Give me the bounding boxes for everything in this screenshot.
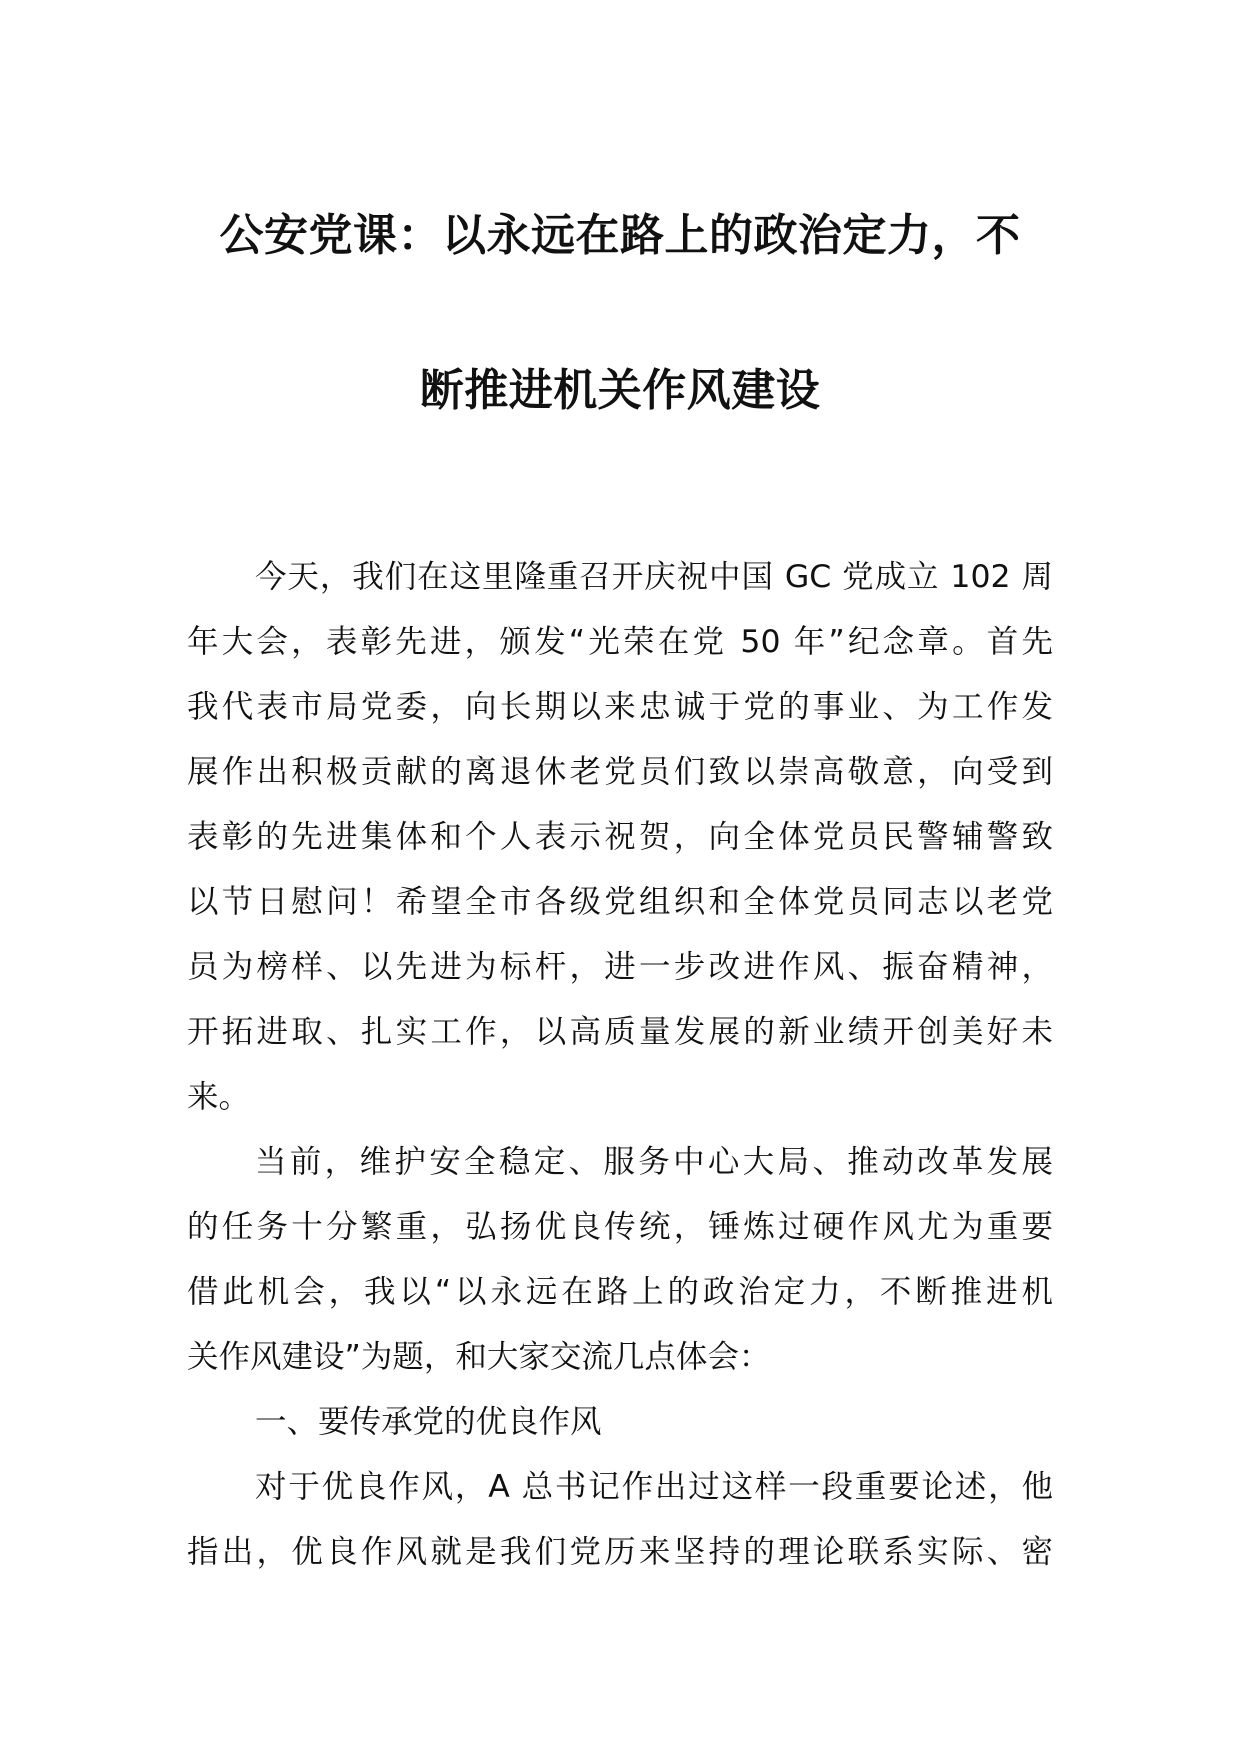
title-line-2: 断推进机关作风建设 [419,365,821,416]
paragraph-3-line: 对于优良作风，A 总书记作出过这样一段重要论述，他 [255,1469,1053,1505]
paragraph-2-line: 借此机会，我以“以永远在路上的政治定力，不断推进机 [187,1274,1053,1310]
paragraph-3-line: 指出，优良作风就是我们党历来坚持的理论联系实际、密 [187,1534,1053,1570]
paragraph-2-line: 的任务十分繁重，弘扬优良传统，锤炼过硬作风尤为重要 [187,1209,1053,1245]
paragraph-1-line: 来。 [187,1079,251,1115]
paragraph-1-line: 员为榜样、以先进为标杆，进一步改进作风、振奋精神， [187,949,1053,985]
body-text [187,545,1053,1585]
paragraph-1-line: 年大会，表彰先进，颁发“光荣在党 50 年”纪念章。首先 [187,624,1053,660]
title-line-1: 公安党课：以永远在路上的政治定力，不 [219,210,1021,261]
paragraph-1-line: 表彰的先进集体和个人表示祝贺，向全体党员民警辅警致 [187,819,1053,855]
paragraph-2-line: 关作风建设”为题，和大家交流几点体会： [187,1339,771,1375]
paragraph-1-line: 我代表市局党委，向长期以来忠诚于党的事业、为工作发 [187,689,1053,725]
paragraph-1-line: 开拓进取、扎实工作，以高质量发展的新业绩开创美好未 [187,1014,1053,1050]
paragraph-1-line: 展作出积极贡献的离退休老党员们致以崇高敬意，向受到 [187,754,1053,790]
paragraph-1-line: 今天，我们在这里隆重召开庆祝中国 GC 党成立 102 周 [255,559,1053,595]
section-heading-1: 一、要传承党的优良作风 [255,1404,602,1440]
paragraph-2-line: 当前，维护安全稳定、服务中心大局、推动改革发展 [255,1144,1053,1180]
paragraph-1-line: 以节日慰问！希望全市各级党组织和全体党员同志以老党 [187,884,1053,920]
